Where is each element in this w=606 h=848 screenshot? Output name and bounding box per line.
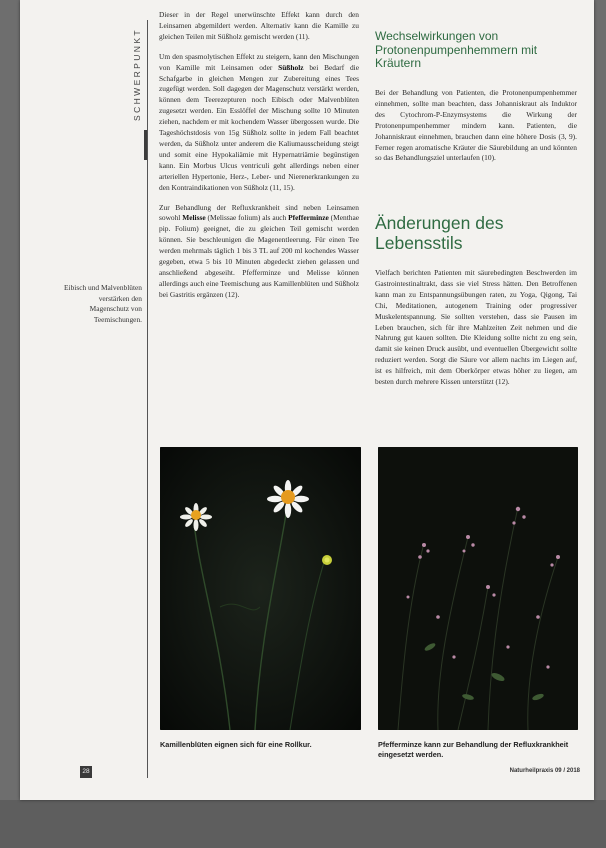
chamomile-photo bbox=[160, 447, 361, 730]
margin-note: Eibisch und Malvenblüten verstärken den Magenschutz von Teemischungen. bbox=[64, 283, 142, 324]
background-strip bbox=[0, 800, 606, 848]
section-label: SCHWERPUNKT bbox=[132, 28, 142, 122]
caption-chamomile: Kamillenblüten eignen sich für eine Rollkur. bbox=[160, 740, 312, 749]
paragraph: Zur Behandlung der Refluxkrankheit sind neben Leinsamen sowohl Melisse (Melissae folium) als auch Pfefferminze (Menthae pip. Folium) geeignet, die zu gleichen Teil gemischt werden können. Sie beschleunigen die Magenentleerung. Für einen Tee werden mehrmals täglich 1 bis 3 TL auf 200 ml kochendes Wasser gegeben, etwa 5 bis 10 Minuten abgedeckt ziehen gelassen und anschließend abgeseiht. Pfefferminze und Melisse können allerdings auch eine Teemischung aus Kamillenblüten und Süßholz bei Gastritis ergänzen (12). bbox=[159, 202, 360, 299]
magazine-page bbox=[20, 0, 594, 800]
heading-lifestyle: Änderungen des Lebensstils bbox=[375, 213, 504, 253]
heading-interactions: Wechselwirkungen von Protonenpumpenhemmern mit Kräutern bbox=[375, 29, 538, 70]
paragraph: Vielfach berichten Patienten mit säurebedingten Beschwerden im Gastrointestinaltrakt, dass sie viel Stress hätten. Den Betroffenen kann man zu Entspannungsübungen raten, zu Yoga, Qigong, Tai Chi, Meditationen, autogenem Training oder progressiver Muskelentspannung. Sie sollten verstehen, dass sie Pausen im Leben brauchen, sich für ihre Mahlzeiten Zeit nehmen und die Nahrung gut kauen sollten. Die Kleidung sollte nicht zu eng sein, damit sie keinen Druck ausübt, und eventuellen Übergewicht sollte reduziert werden. Sorgt die Säure vor allem nachts im Liegen auf, ist es hilfreich, mit dem Oberkörper etwas höher zu liegen, am besten durch mehrere Kissen unterstützt (12). bbox=[375, 268, 577, 387]
peppermint-photo bbox=[378, 447, 578, 730]
section-rule-accent bbox=[144, 130, 147, 160]
column-middle bbox=[159, 10, 359, 310]
paragraph: Bei der Behandlung von Patienten, die Protonenpumpenhemmer einnehmen, sollte man beachten, dass Johanniskraut als Induktor des Cytochrom-P-Enzymsystems die Wirkung der Protonenpumpenhemmer mindern kann. Patienten, die Johanniskraut einnehmen, brauchen dann eine höhere Dosis (3, 9). Ferner regen aromatische Kräuter die Säurebildung an und könnten so das Behandlungsziel unterlaufen (10). bbox=[375, 88, 577, 163]
column-right-top bbox=[375, 88, 577, 173]
caption-peppermint: Pfefferminze kann zur Behandlung der Refluxkrankheit eingesetzt werden. bbox=[378, 740, 569, 759]
page-number: 28 bbox=[80, 766, 92, 778]
peppermint-illustration bbox=[378, 447, 578, 730]
column-right-bottom bbox=[375, 268, 577, 397]
chamomile-illustration bbox=[160, 447, 361, 730]
paragraph: Um den spasmolytischen Effekt zu steigern, kann den Mischungen von Kamille mit Leinsamen oder Süßholz bei Bedarf die Schafgarbe in gleichen Mengen zur Zubereitung eines Tees zugefügt werden. Soll dagegen der Magenschutz verstärkt werden, können dem Teerezepturen noch Eibisch oder Malvenblüten zugesetzt werden. Ein Esslöffel der Mischung sollte 10 Minuten ziehen, nachdem er mit kochendem Wasser übergossen wurde. Die Tageshöchstdosis von 15g Süßholz sollte in jedem Fall beachtet werden, da Süßholz unter anderem die Kaliumausscheidung steigt und somit eine Hypokaliämie mit Hypernatriämie begünstigen kann. Ein Morbus Ulcus ventriculi geht allerdings neben einer arteriellen Hypertonie, Herz-, Leber- und Nierenerkrankungen zu den Kontraindikationen von Süßholz (11, 15). bbox=[159, 51, 359, 192]
section-rule bbox=[147, 20, 148, 778]
journal-footer: Naturheilpraxis 09 / 2018 bbox=[509, 768, 580, 774]
paragraph: Dieser in der Regel unerwünschte Effekt kann durch den Leinsamen abgemildert werden. Alternativ kann die Kamille zu gleichen Teilen mit Süßholz gemischt werden (11). bbox=[159, 10, 359, 41]
